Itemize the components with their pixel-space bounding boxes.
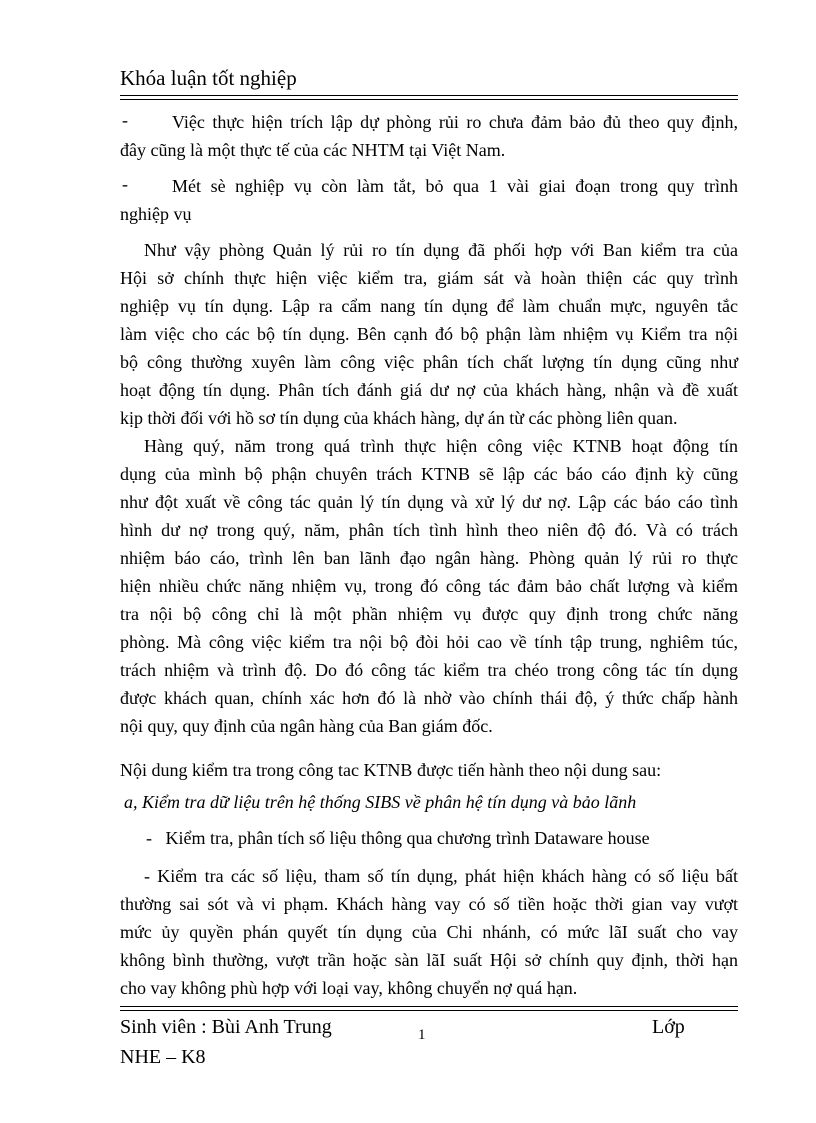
- bullet-item-continuation: [120, 200, 738, 228]
- bullet-item: [172, 108, 738, 136]
- footer-rule-top: [120, 1006, 738, 1007]
- text-line: Như vậy phòng Quản lý rủi ro tín dụng đã phối hợp với Ban kiểm tra của: [144, 240, 738, 260]
- text-line: không bình thường, vượt trần hoặc sàn lãI suất Hội sở chính quy định, thời hạn: [120, 950, 738, 970]
- section-a-heading: [124, 788, 742, 816]
- text-line: Mét sè nghiệp vụ còn làm tắt, bỏ qua 1 vài giai đoạn trong quy trình: [172, 176, 738, 196]
- text-line: phòng. Mà công việc kiểm tra nội bộ đòi hỏi cao về tính tập trung, nghiêm túc,: [120, 632, 738, 652]
- text-line: - Kiểm tra các số liệu, tham số tín dụng, phát hiện khách hàng có số liệu bất: [144, 866, 738, 886]
- text-line: nghiệp vụ tín dụng. Lập ra cẩm nang tín dụng để làm chuẩn mực, nguyên tắc: [120, 296, 738, 316]
- header-rule-bottom: [120, 99, 738, 100]
- text-line: được khách quan, chính xác hơn đó là nhờ vào chính thái độ, ý thức chấp hành: [120, 688, 738, 708]
- text-line: dụng của mình bộ phận chuyên trách KTNB sẽ lập các báo cáo định kỳ cũng: [120, 464, 738, 484]
- text-line: Hội sở chính thực hiện việc kiểm tra, giám sát và hoàn thiện các quy trình: [120, 268, 738, 288]
- intro-line: [120, 756, 738, 784]
- text-line: cho vay không phù hợp với loại vay, không chuyển nợ quá hạn.: [120, 978, 578, 998]
- text-line: trách nhiệm và trình độ. Do đó công tác kiểm tra chéo trong công tác tín dụng: [120, 660, 738, 680]
- bullet-marker: -: [122, 174, 128, 194]
- text-line: nội quy, quy định của ngân hàng của Ban giám đốc.: [120, 716, 493, 736]
- bullet-item: [172, 172, 738, 200]
- footer-student: Sinh viên : Bùi Anh Trung: [120, 1016, 332, 1038]
- text-line: Hàng quý, năm trong quá trình thực hiện công việc KTNB hoạt động tín: [144, 436, 738, 456]
- footer-rule-bottom: [120, 1010, 738, 1011]
- text-line: kịp thời đối với hồ sơ tín dụng của khách hàng, dự án từ các phòng liên quan.: [120, 408, 678, 428]
- text-line: hình dư nợ trong quý, năm, phân tích tình hình theo niên độ đó. Và có trách: [120, 520, 738, 540]
- page-number: 1: [418, 1027, 426, 1043]
- text-line: hiện nhiều chức năng nhiệm vụ, trong đó công tác đảm bảo chất lượng và kiểm: [120, 576, 738, 596]
- text-line: đây cũng là một thực tế của các NHTM tại Việt Nam.: [120, 140, 506, 160]
- text-line: - Kiểm tra, phân tích số liệu thông qua chương trình Dataware house: [146, 828, 650, 848]
- text-line: a, Kiểm tra dữ liệu trên hệ thống SIBS về phân hệ tín dụng và bảo lãnh: [124, 792, 637, 812]
- text-line: nhiệm báo cáo, trình lên ban lãnh đạo ngân hàng. Phòng quản lý rủi ro thực: [120, 548, 738, 568]
- header-rule-top: [120, 95, 738, 96]
- footer-class-code: NHE – K8: [120, 1046, 206, 1068]
- text-line: nghiệp vụ: [120, 204, 192, 224]
- paragraph-2: [120, 432, 738, 740]
- item-1: [146, 824, 738, 852]
- bullet-item-continuation: [120, 136, 738, 164]
- text-line: hoạt động tín dụng. Phân tích đánh giá dư nợ của khách hàng, nhận và đề xuất: [120, 380, 738, 400]
- text-line: tra nội bộ công chỉ là một phần nhiệm vụ được quy định trong chức năng: [120, 604, 738, 624]
- text-line: như đột xuất về công tác quản lý tín dụng và xử lý dư nợ. Lập các báo cáo tình: [120, 492, 738, 512]
- text-line: bộ công thường xuyên làm công việc phân tích chất lượng tín dụng cũng như: [120, 352, 738, 372]
- text-line: Việc thực hiện trích lập dự phòng rủi ro chưa đảm bảo đủ theo quy định,: [172, 112, 738, 132]
- text-line: mức ủy quyền phán quyết tín dụng của Chi nhánh, có mức lãI suất cho vay: [120, 922, 738, 942]
- text-line: thường sai sót và vi phạm. Khách hàng vay có số tiền hoặc thời gian vay vượt: [120, 894, 738, 914]
- text-line: làm việc cho các bộ tín dụng. Bên cạnh đó bộ phận làm nhiệm vụ Kiểm tra nội: [120, 324, 738, 344]
- paragraph-1: [120, 236, 738, 432]
- text-line: Nội dung kiểm tra trong công tac KTNB được tiến hành theo nội dung sau:: [120, 760, 662, 780]
- document-header-title: Khóa luận tốt nghiệp: [120, 66, 297, 90]
- item-2: [120, 862, 738, 1002]
- footer-class-label: Lớp: [652, 1016, 685, 1038]
- bullet-marker: -: [122, 110, 128, 130]
